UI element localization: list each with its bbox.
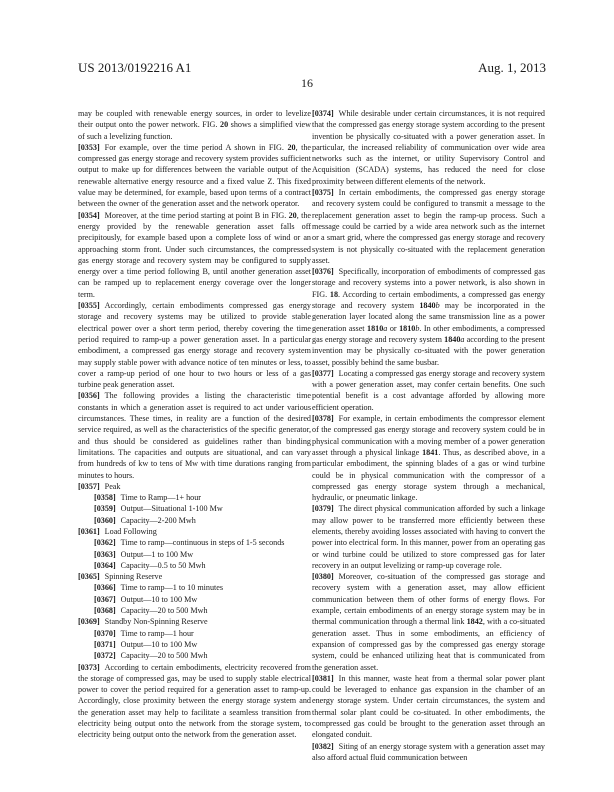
paragraph-number: [0371] xyxy=(94,639,116,649)
paragraph-0380: [0380] Moreover, co-situation of the compressed gas storage and recovery system with a generation asset, may allow efficient communication between them of other forms of energy flows. For example, certain embodiments of an energy storage system may be in thermal communication through a thermal link 1842, with a co-situated generation asset. Thus in some embodiments, an efficiency of expansion of compressed gas by the compressed gas energy storage system, could be enhanced utilizing heat that is communicated from the generation asset. xyxy=(312,572,545,672)
paragraph-number: [0378] xyxy=(312,414,334,424)
list-item: [0362] Time to ramp—continuous in steps of 1-5 seconds xyxy=(94,538,285,548)
paragraph-number: [0381] xyxy=(312,673,334,683)
list-item: [0368] Capacity—20 to 500 Mwh xyxy=(94,606,208,616)
paragraph-0382: [0382] Siting of an energy storage system with a generation asset may also afford actual fluid communication between xyxy=(312,741,545,762)
paragraph-0375: [0375] In certain embodiments, the compressed gas energy storage and recovery system could be configured to transmit a message to the replacement generation asset to begin the ramp-up process. Such a message could be carried by a wide area network such as the internet or a smart grid, where the compressed gas energy storage and recovery system is not physically co-situated with the replacement generation asset. xyxy=(312,188,545,265)
list-item: [0359] Output—Situational 1-100 Mw xyxy=(94,504,223,514)
right-column xyxy=(312,108,545,763)
list-item: [0366] Time to ramp—1 to 10 minutes xyxy=(94,583,224,593)
paragraph-number: [0366] xyxy=(94,583,116,593)
paragraph-0378: [0378] For example, in certain embodiments the compressor element of the compressed gas energy storage and recovery system could be in physical communication with a moving member of a power generation asset through a physical linkage 1841. Thus, as described above, in a particular embodiment, the spinning blades of a gas or wind turbine could be in physical communication with the compressor of a compressed gas energy storage system through a mechanical, hydraulic, or pneumatic linkage. xyxy=(312,414,545,503)
paragraph-0354: [0354] Moreover, at the time period starting at point B in FIG. 20, the energy provided by the renewable generation asset falls off precipitously, for example based upon a complete loss of wind or an approaching storm front. Under such circumstances, the compressed gas energy storage and recovery system may be configured to supply energy over a time period following B, until another generation asset can be ramped up to replacement energy coverage over the longer term. xyxy=(78,210,312,299)
list-item: [0361] Load Following xyxy=(78,526,157,536)
paragraph-number: [0365] xyxy=(78,572,100,582)
list-item: [0365] Spinning Reserve xyxy=(78,572,163,582)
paragraph-0377: [0377] Locating a compressed gas energy storage and recovery system with a power generation asset, may confer certain benefits. One such potential benefit is a cost advantage afforded by allowing more efficient operation. xyxy=(312,368,545,412)
paragraph-number: [0382] xyxy=(312,741,334,751)
paragraph-0379: [0379] The direct physical communication afforded by such a linkage may allow power to be transferred more efficiently between these elements, thereby avoiding losses associated with having to convert the power into electrical form. In this manner, power from an operating gas or wind turbine could be utilized to store compressed gas for later recovery in an output levelizing or ramp-up coverage role. xyxy=(312,504,545,570)
paragraph-number: [0355] xyxy=(78,301,100,311)
time-constants-list xyxy=(78,481,311,662)
paragraph-number: [0380] xyxy=(312,572,334,582)
paragraph-number: [0372] xyxy=(94,651,116,661)
paragraph-number: [0362] xyxy=(94,538,116,548)
list-item: [0363] Output—1 to 100 Mw xyxy=(94,549,194,559)
paragraph-number: [0374] xyxy=(312,109,334,118)
page-number: 16 xyxy=(301,76,313,90)
list-item: [0364] Capacity—0.5 to 50 Mwh xyxy=(94,560,206,570)
list-item: [0358] Time to Ramp—1+ hour xyxy=(94,493,202,503)
paragraph-number: [0360] xyxy=(94,515,116,525)
paragraph-number: [0354] xyxy=(78,210,100,220)
paragraph-0355: [0355] Accordingly, certain embodiments compressed gas energy storage and recovery systems may be utilized to provide stable electrical power over a short term period, thereby covering the time period required to ramp-up a power generation asset. In a particular embodiment, a compressed gas energy storage and recovery system may supply stable power with advance notice of ten minutes or less, to cover a ramp-up period of one hour to two hours or less of a gas turbine peak generation asset. xyxy=(78,301,311,390)
left-column xyxy=(78,108,311,741)
paragraph-number: [0369] xyxy=(78,617,100,627)
patent-number: US 2013/0192216 A1 xyxy=(78,60,192,75)
paragraph-0381: [0381] In this manner, waste heat from a thermal solar power plant could be leveraged to enhance gas expansion in the chamber of an energy storage system. Under certain circumstances, the system and thermal solar plant could be co-situated. In other embodiments, the compressed gas could be brought to the generation asset through an elongated conduit. xyxy=(312,673,545,740)
list-item: [0360] Capacity—2-200 Mwh xyxy=(94,515,196,525)
list-item: [0370] Time to ramp—1 hour xyxy=(94,628,194,638)
paragraph-intro: may be coupled with renewable energy sources, in order to levelize their output onto the power network. FIG. 20 shows a simplified view of such a levelizing function. xyxy=(78,109,312,141)
paragraph-number: [0361] xyxy=(78,526,100,536)
paragraph-number: [0377] xyxy=(312,368,334,378)
paragraph-number: [0356] xyxy=(78,391,100,401)
paragraph-number: [0363] xyxy=(94,549,116,559)
list-item: [0369] Standby Non-Spinning Reserve xyxy=(78,617,208,627)
paragraph-number: [0353] xyxy=(78,142,100,152)
paragraph-0374: [0374] While desirable under certain circumstances, it is not required that the compressed gas energy storage system according to the present invention be physically co-situated with a power generation asset. In particular, the increased reliability of communication over wide area networks such as the internet, or utility Supervisory Control and Acquisition (SCADA) systems, has reduced the need for close proximity between different elements of the network. xyxy=(312,109,545,186)
paragraph-number: [0373] xyxy=(78,662,100,672)
paragraph-number: [0359] xyxy=(94,504,116,514)
paragraph-0356: [0356] The following provides a listing the characteristic time constants in which a generation asset is required to act under various circumstances. These times, in reality are a function of the desired service required, as well as the characteristics of the specific generator, and thus should be considered as guidelines rather than binding limitations. The capacities and outputs are situational, and can vary from hundreds of kw to tens of Mw with time durations ranging from minutes to hours. xyxy=(78,391,311,480)
paragraph-number: [0368] xyxy=(94,606,116,616)
paragraph-number: [0367] xyxy=(94,594,116,604)
paragraph-0376: [0376] Specifically, incorporation of embodiments of compressed gas storage and recovery systems into a power network, is also shown in FIG. 18. According to certain embodiments, a compressed gas energy storage and recovery system 1840b may be incorporated in the generation layer located along the same transmission line as a power generation asset 1810a or 1810b. In other embodiments, a compressed gas energy storage and recovery system 1840a according to the present invention may be physically co-situated with the power generation asset, possibly behind the same busbar. xyxy=(312,267,545,367)
list-item: [0372] Capacity—20 to 500 Mwh xyxy=(94,651,208,661)
paragraph-number: [0376] xyxy=(312,267,334,277)
paragraph-0373: [0373] According to certain embodiments, electricity recovered from the storage of compressed gas, may be used to supply stable electrical power to cover the period required for a generation asset to ramp-up. Accordingly, close proximity between the energy storage system and the generation asset may help to facilitate a seamless transition from electricity being output onto the network from the storage system, to electricity being output onto the network from the generation asset. xyxy=(78,662,311,740)
paragraph-number: [0364] xyxy=(94,560,116,570)
list-item: [0371] Output—10 to 100 Mw xyxy=(94,639,198,649)
publication-date: Aug. 1, 2013 xyxy=(478,60,546,75)
paragraph-0353: [0353] For example, over the time period A shown in FIG. 20, the compressed gas energy storage and recovery system provides sufficient output to make up for differences between the variable output of the renewable alternative energy resource and a fixed value Z. This fixed value may be determined, for example, based upon terms of a contract between the owner of the generation asset and the network operator. xyxy=(78,142,311,209)
paragraph-number: [0379] xyxy=(312,504,334,514)
paragraph-number: [0357] xyxy=(78,481,100,491)
list-item: [0357] Peak xyxy=(78,481,121,491)
paragraph-number: [0358] xyxy=(94,493,116,503)
paragraph-number: [0370] xyxy=(94,628,116,638)
list-item: [0367] Output—10 to 100 Mw xyxy=(94,594,198,604)
paragraph-number: [0375] xyxy=(312,188,334,198)
